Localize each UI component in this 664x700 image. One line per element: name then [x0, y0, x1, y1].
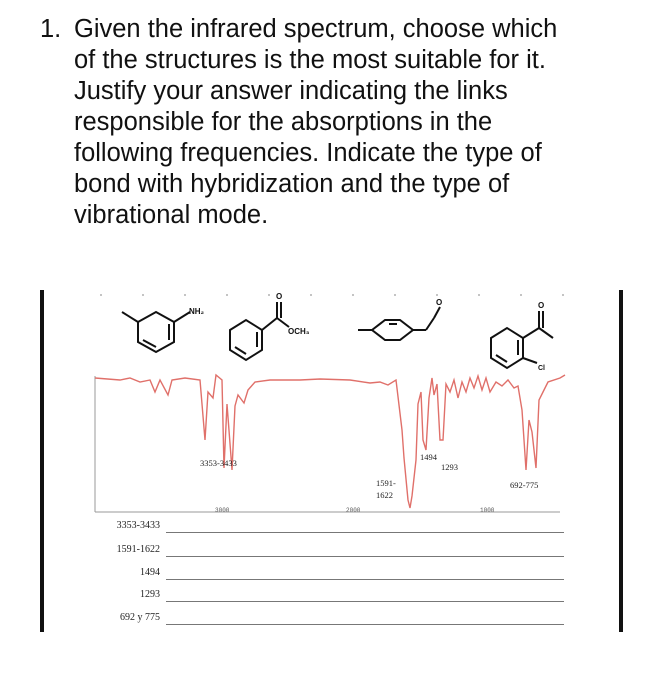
peak-label-3353-3433: 3353-3433: [200, 458, 237, 468]
answer-line[interactable]: [166, 532, 564, 533]
axis-tick-2000: 2000: [346, 507, 361, 514]
answer-row-label: 1494: [140, 567, 160, 578]
question-line: vibrational mode.: [74, 201, 269, 229]
answer-row-label: 3353-3433: [116, 520, 160, 531]
peak-label-692-775: 692-775: [510, 480, 539, 490]
answer-row-label: 1293: [140, 589, 160, 600]
ketone-o-label: O: [436, 298, 443, 307]
ester-label: OCH₃: [288, 327, 310, 336]
peak-label-1494: 1494: [420, 452, 437, 462]
structure-toluene-like: [122, 312, 190, 352]
answer-line[interactable]: [166, 624, 564, 625]
question-line: responsible for the absorptions in the: [74, 108, 493, 136]
answer-row: [48, 567, 568, 585]
amine-label: NH₂: [189, 307, 205, 316]
answer-line[interactable]: [166, 556, 564, 557]
structure-chloro: [491, 311, 553, 368]
question-line: Given the infrared spectrum, choose which: [74, 15, 558, 43]
answer-row-label: 692 y 775: [120, 612, 160, 623]
structure-ketone: [358, 307, 440, 340]
peak-labels: [200, 452, 538, 500]
answer-row: [48, 589, 568, 607]
structure-ester: [230, 302, 289, 360]
spectrum-frame: [95, 376, 560, 512]
question-line: bond with hybridization and the type of: [74, 170, 510, 198]
spectrum-line: [95, 375, 565, 508]
answer-row: [48, 544, 568, 562]
answer-row-label: 1591-1622: [116, 544, 160, 555]
question-line: Justify your answer indicating the links: [74, 77, 508, 105]
answer-line[interactable]: [166, 601, 564, 602]
axis-tick-1000: 1000: [480, 507, 495, 514]
chloro-o-label: O: [538, 301, 545, 310]
spectrum-axis-ticks: [215, 507, 495, 514]
chloro-label: Cl: [538, 365, 545, 372]
peak-label-1293: 1293: [441, 462, 458, 472]
answer-row: [48, 612, 568, 630]
question-line: of the structures is the most suitable for it.: [74, 46, 546, 74]
peak-label-1591a: 1591-: [376, 478, 396, 488]
question-number: 1.: [40, 15, 62, 43]
peak-label-1622: 1622: [376, 490, 393, 500]
axis-tick-3000: 3000: [215, 507, 230, 514]
answer-line[interactable]: [166, 579, 564, 580]
question-line: following frequencies. Indicate the type of: [74, 139, 542, 167]
ester-o-label: O: [276, 292, 283, 301]
answer-row: [48, 520, 568, 538]
